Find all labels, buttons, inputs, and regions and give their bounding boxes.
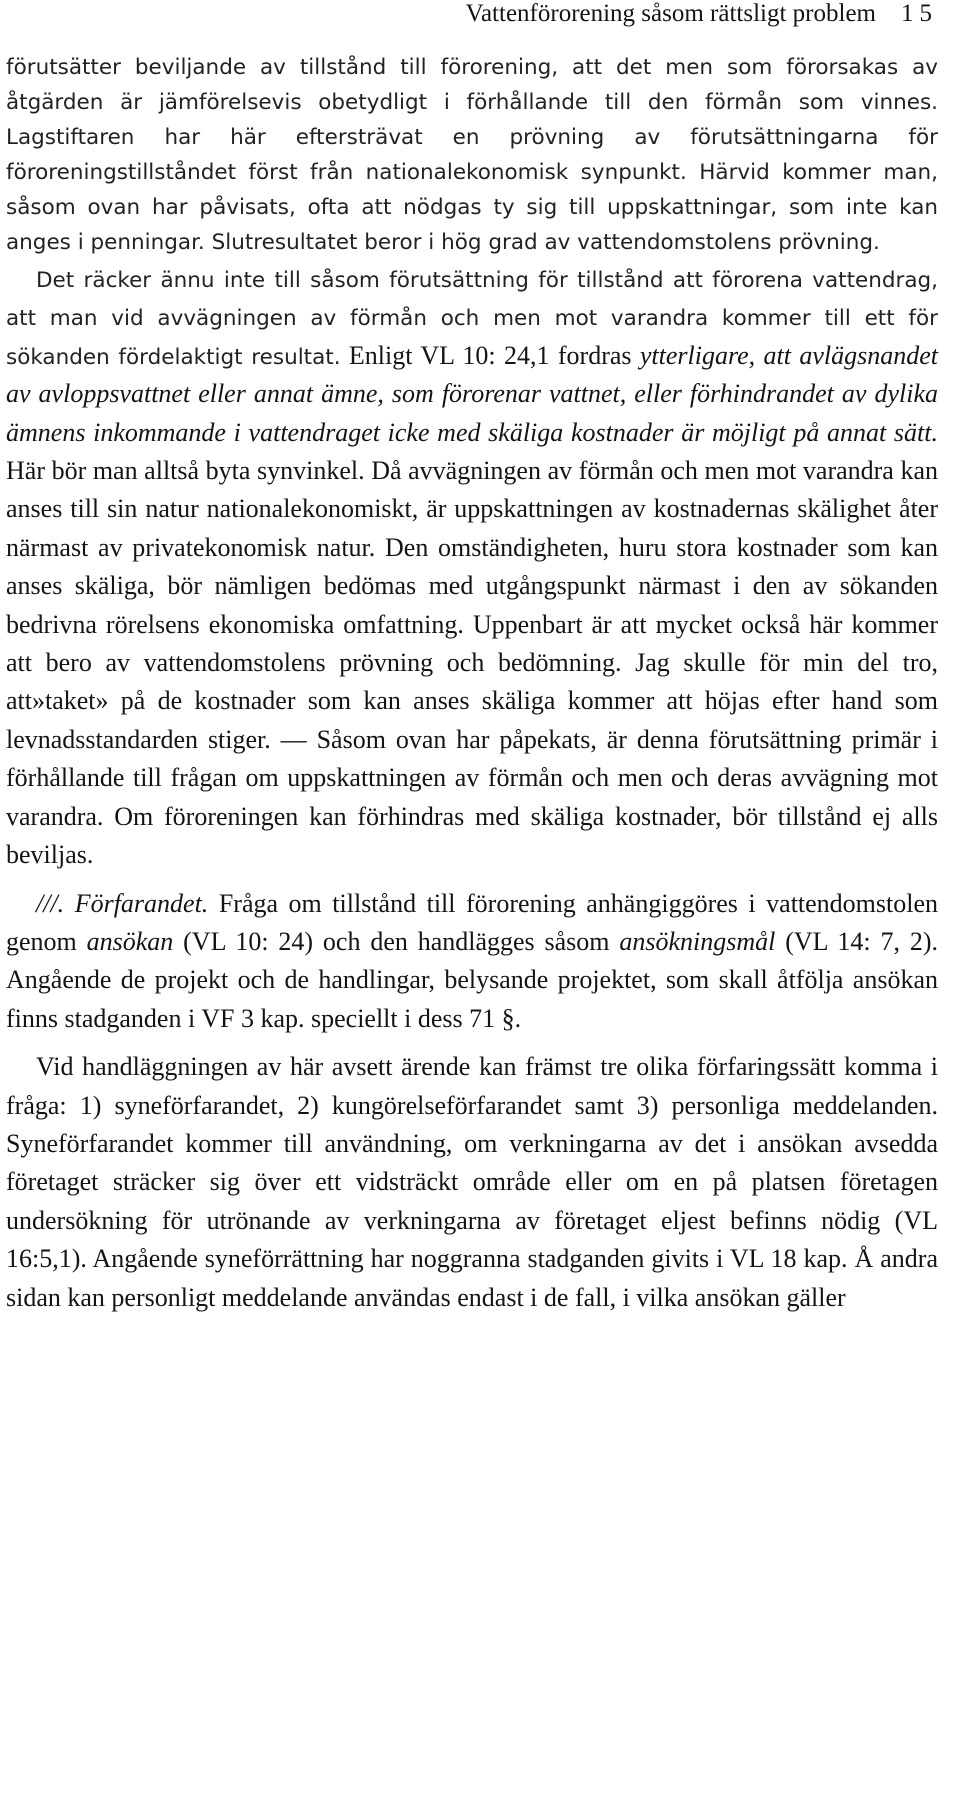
paragraph-3-f: (VL 14: 7, 2). Angående de projekt och de handlingar, belysande projektet, som skall åtfölja ansökan finns stadganden i VF 3 kap. speciellt i dess 71 §. [6,926,939,1033]
term-ansokan: ansökan [86,926,174,956]
term-ansokningsmal: ansökningsmål [619,926,776,956]
paragraph-3-b: Fråga om tillstånd till förorening anhängiggöres i vattendomstolen genom [6,888,939,956]
running-header [6,0,938,50]
document-page [6,0,938,1317]
paragraph-4: Vid handläggningen av här avsett ärende kan främst tre olika förfaringssätt komma i fråga: 1) syneförfarandet, 2) kungörelseförfarandet samt 3) personliga meddelanden. Syneförfarandet kommer till användning, om verkningarna av det i ansökan avsedda företaget sträcker sig över ett vidsträckt område eller om en på platsen företagen undersökning för utrönande av verkningarna av företaget eljest befinns nödig (VL 16:5,1). Angående syneförrättning har noggranna stadganden givits i VL 18 kap. Å andra sidan kan personligt meddelande användas endast i de fall, i vilka ansökan gäller [6,1052,938,1312]
paragraph-3 [6,885,938,1039]
paragraph-2-d: Här bör man alltså byta synvinkel. Då avvägningen av förmån och men mot varandra kan anses till sin natur nationalekonomiskt, är uppskattningen av kostnadernas skälighet åter närmast av privatekonomisk natur. Den omständigheten, huru stora kostnader som kan anses skäliga, bör nämligen bedömas med utgångspunkt närmast i den av sökanden bedrivna rörelsens ekonomiska omfattning. Uppenbart är att mycket också här kommer att bero av vattendomstolens prövning och bedömning. Jag skulle för min del tro, att»taket» på de kostnader som kan anses skäliga kommer att höjas efter hand som levnadsstandarden stiger. — Såsom ovan har påpekats, är denna förutsättning primär i förhållande till frågan om uppskattningen av förmån och men och deras avvägning mot varandra. Om föroreningen kan förhindras med skäliga kostnader, bör tillstånd ej alls beviljas. [6,456,938,870]
paragraph-2 [6,260,938,875]
paragraph-3-d: (VL 10: 24) och den handlägges såsom [173,926,620,956]
paragraph-2-lead: Det räcker ännu inte till såsom förutsättning för tillstånd att förorena vattendrag, att man vid avvägningen av förmån och men mot varandra kommer till ett för sökanden fördelaktigt resultat. [6,268,938,370]
header-title: Vattenförorening såsom rättsligt problem [465,0,876,27]
section-heading: ///. Förfarandet. [36,888,209,918]
paragraph-2-quote: ytterligare, att avlägsnandet av avloppsvattnet eller annat ämne, som förorenar vattnet, eller förhindrandet av dylika ämnens inkommande i vattendraget icke med skäliga kostnader är möjligt på annat sätt. [6,340,938,447]
paragraph-2-b: Enligt VL 10: 24,1 fordras [340,340,640,370]
paragraph-1: förutsätter beviljande av tillstånd till förorening, att det men som förorsakas av åtgärden är jämförelsevis obetydligt i förhållande till den förmån som vinnes. Lagstiftaren har här eftersträvat en prövning av förutsättningarna för föroreningstillståndet först från nationalekonomisk synpunkt. Härvid kommer man, såsom ovan har påvisats, ofta att nödgas ty sig till uppskattningar, som inte kan anges i penningar. Slutresultatet beror i hög grad av vattendomstolens prövning. [6,55,938,255]
page-number: 15 [901,0,938,27]
